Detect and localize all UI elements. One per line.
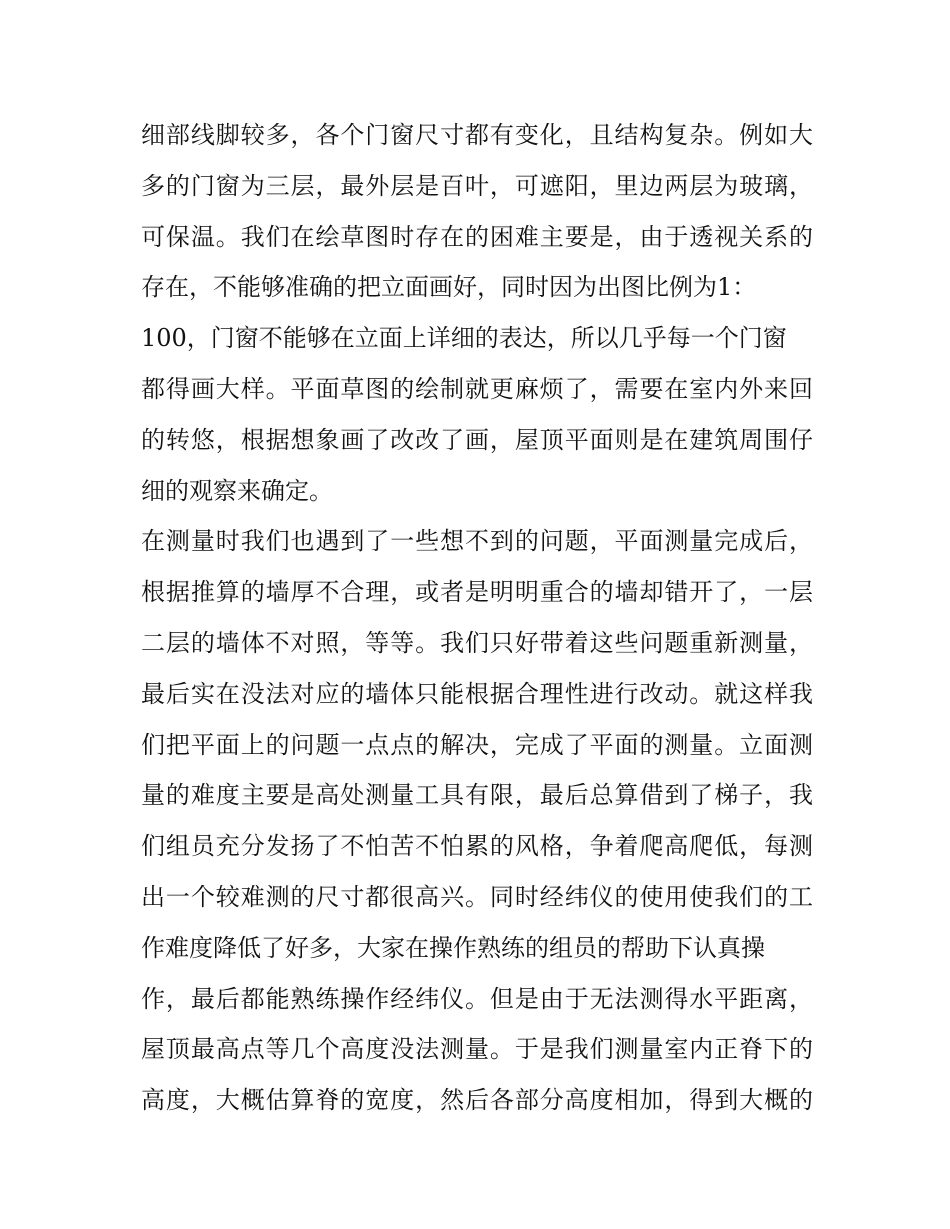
text-line: 们组员充分发扬了不怕苦不怕累的风格，争着爬高爬低，每测 — [141, 832, 813, 861]
text-line: 都得画大样。平面草图的绘制就更麻烦了，需要在室内外来回 — [141, 374, 813, 403]
text-line: 出一个较难测的尺寸都很高兴。同时经纬仪的使用使我们的工 — [141, 882, 813, 911]
text-line: 高度，大概估算脊的宽度，然后各部分高度相加，得到大概的 — [141, 1086, 813, 1115]
text-line: 二层的墙体不对照，等等。我们只好带着这些问题重新测量， — [141, 628, 813, 657]
text-line: 最后实在没法对应的墙体只能根据合理性进行改动。就这样我 — [141, 679, 813, 708]
text-line: 作难度降低了好多，大家在操作熟练的组员的帮助下认真操 — [141, 933, 765, 962]
text-line: 屋顶最高点等几个高度没法测量。于是我们测量室内正脊下的 — [141, 1035, 813, 1064]
text-line: 多的门窗为三层，最外层是百叶，可遮阳，里边两层为玻璃， — [141, 171, 813, 200]
text-line: 根据推算的墙厚不合理，或者是明明重合的墙却错开了，一层 — [141, 578, 813, 607]
text-line: 可保温。我们在绘草图时存在的困难主要是，由于透视关系的 — [141, 222, 813, 251]
text-line: 的转悠，根据想象画了改改了画，屋顶平面则是在建筑周围仔 — [141, 425, 813, 454]
body-text — [141, 110, 813, 1126]
text-line: 存在，不能够准确的把立面画好，同时因为出图比例为1： — [141, 273, 757, 302]
text-line: 作，最后都能熟练操作经纬仪。但是由于无法测得水平距离， — [141, 984, 813, 1013]
text-line: 量的难度主要是高处测量工具有限，最后总算借到了梯子，我 — [141, 781, 813, 810]
text-line: 细部线脚较多，各个门窗尺寸都有变化，且结构复杂。例如大 — [141, 121, 813, 149]
text-line: 细的观察来确定。 — [141, 476, 333, 505]
text-line: 们把平面上的问题一点点的解决，完成了平面的测量。立面测 — [141, 730, 813, 759]
text-line: 100，门窗不能够在立面上详细的表达，所以几乎每一个门窗 — [141, 324, 787, 353]
text-line: 在测量时我们也遇到了一些想不到的问题，平面测量完成后， — [141, 527, 813, 556]
